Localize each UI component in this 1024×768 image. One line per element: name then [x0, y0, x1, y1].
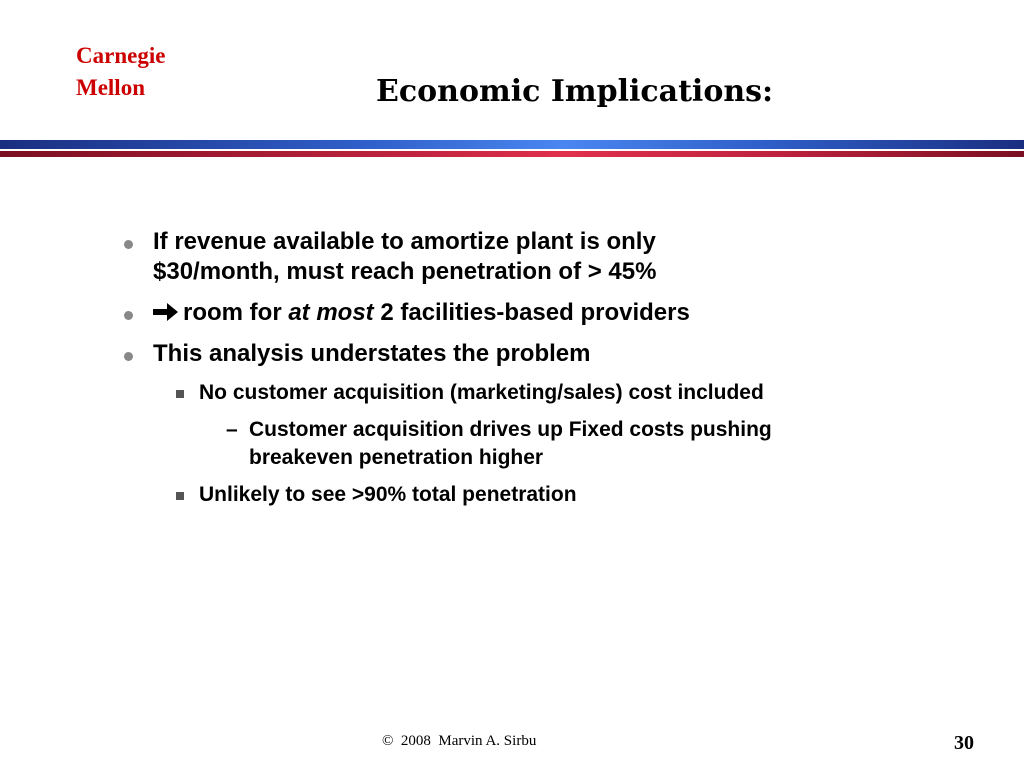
bullet-2-emphasis: at most [288, 299, 374, 326]
bullet-dot-icon [124, 352, 133, 361]
right-arrow-icon [153, 302, 179, 322]
sub-bullet-2: Unlikely to see >90% total penetration [199, 483, 577, 506]
sub-sub-bullet-line-2: breakeven penetration higher [249, 446, 544, 469]
bullet-1-line-1: If revenue available to amortize plant is only [153, 228, 656, 255]
header-rule-red [0, 151, 1024, 157]
bullet-dot-icon [124, 240, 133, 249]
sub-sub-bullet-dash: – [226, 418, 238, 441]
bullet-1-line-2: $30/month, must reach penetration of > 45% [153, 258, 657, 285]
slide-title: Economic Implications: [376, 74, 774, 109]
carnegie-mellon-logo [76, 40, 165, 104]
sub-bullet-1: No customer acquisition (marketing/sales) cost included [199, 381, 764, 404]
logo-line-1: Carnegie [76, 43, 166, 68]
bullet-2-text-after: 2 facilities-based providers [373, 299, 690, 326]
bullet-2 [153, 298, 690, 328]
sub-sub-bullet-line-1: Customer acquisition drives up Fixed costs pushing [249, 418, 772, 441]
header-rule-blue [0, 140, 1024, 149]
logo-line-2: Mellon [76, 75, 145, 100]
bullet-2-text-before: room for [183, 299, 289, 326]
bullet-3: This analysis understates the problem [153, 340, 591, 367]
bullet-dot-icon [124, 311, 133, 320]
footer-copyright: © 2008 Marvin A. Sirbu [382, 733, 537, 749]
sub-bullet-square-icon [176, 492, 184, 500]
sub-bullet-square-icon [176, 390, 184, 398]
page-number: 30 [954, 732, 974, 754]
